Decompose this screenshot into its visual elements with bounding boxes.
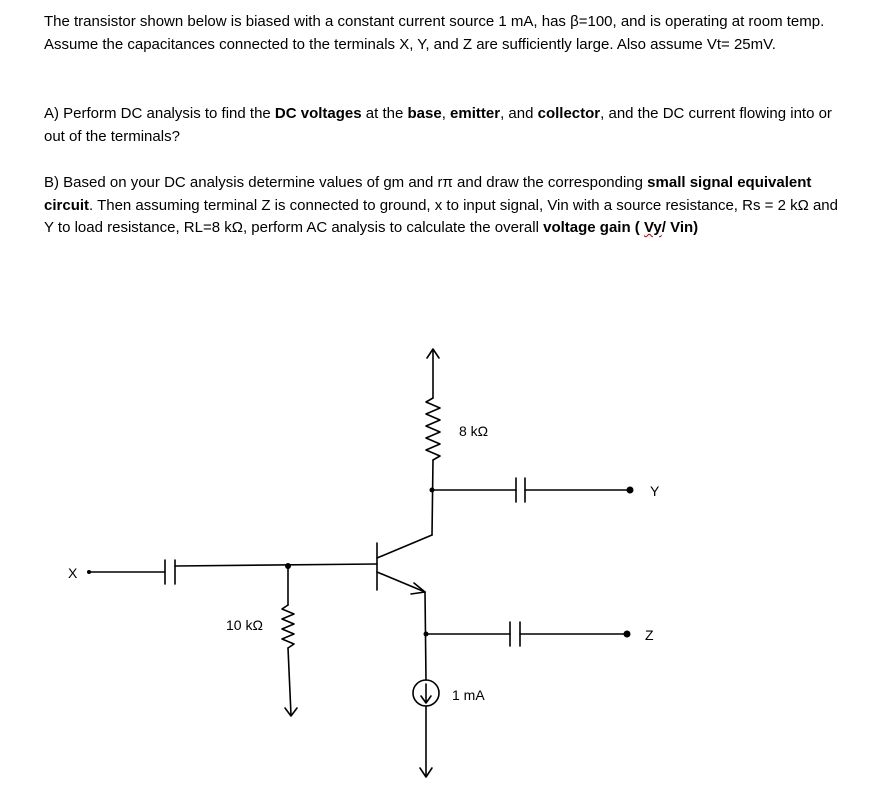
terminal-y-dot: [627, 487, 634, 494]
terminal-z-label: Z: [645, 627, 654, 643]
part-a-bold-base: base: [407, 105, 442, 122]
base-resistor-label: 10 kΩ: [226, 617, 263, 633]
base-resistor-bottom-wire: [288, 648, 291, 715]
part-a-text-5: , and the DC current flowing into or out of the terminals?: [44, 105, 832, 145]
terminal-z-dot: [624, 631, 631, 638]
part-b-gain-close: / Vin): [661, 219, 699, 236]
current-source-label: 1 mA: [452, 687, 485, 703]
emitter-node: [424, 632, 429, 637]
collector-resistor: [426, 398, 440, 460]
collector-wire: [432, 460, 433, 535]
terminal-x-dot: [87, 570, 91, 574]
part-b-bold-small-signal: small signal equivalent circuit: [44, 174, 812, 214]
transistor-emitter-lead: [377, 572, 425, 592]
base-resistor: [282, 605, 294, 648]
collector-resistor-label: 8 kΩ: [459, 423, 489, 439]
part-b-gain-vy: Vy: [643, 219, 662, 236]
part-b-text-1: B) Based on your DC analysis determine values of gm and rπ and draw the corresponding: [44, 174, 648, 191]
base-node: [285, 563, 291, 569]
part-a-text-1: A) Perform DC analysis to find the: [44, 105, 275, 122]
part-b-gain-open: voltage gain (: [543, 219, 644, 236]
base-wire: [175, 564, 377, 566]
collector-node: [430, 488, 435, 493]
terminal-x-label: X: [68, 565, 78, 581]
part-a-text-4: , and: [500, 105, 538, 122]
part-b-text-2: . Then assuming terminal Z is connected to ground, x to input signal, Vin with a source resistance, Rs = 2 kΩ and Y to load resistance, RL=8 kΩ, perform AC analysis to calculate the overall: [44, 196, 838, 236]
part-a-bold-emitter: emitter: [450, 105, 501, 122]
part-a-text-2: at the: [361, 105, 408, 122]
problem-intro: The transistor shown below is biased with a constant current source 1 mA, has β=100, and is operating at room temp. Assume the capacitances connected to the terminals X, Y, and Z are sufficiently large. Also assume Vt= 25mV.: [44, 13, 825, 53]
terminal-y-label: Y: [650, 483, 660, 499]
transistor-collector-lead: [377, 535, 432, 558]
part-a-text-3: ,: [441, 105, 451, 122]
part-a-bold-collector: collector: [537, 105, 601, 122]
part-a-bold-dc-voltages: DC voltages: [274, 105, 362, 122]
